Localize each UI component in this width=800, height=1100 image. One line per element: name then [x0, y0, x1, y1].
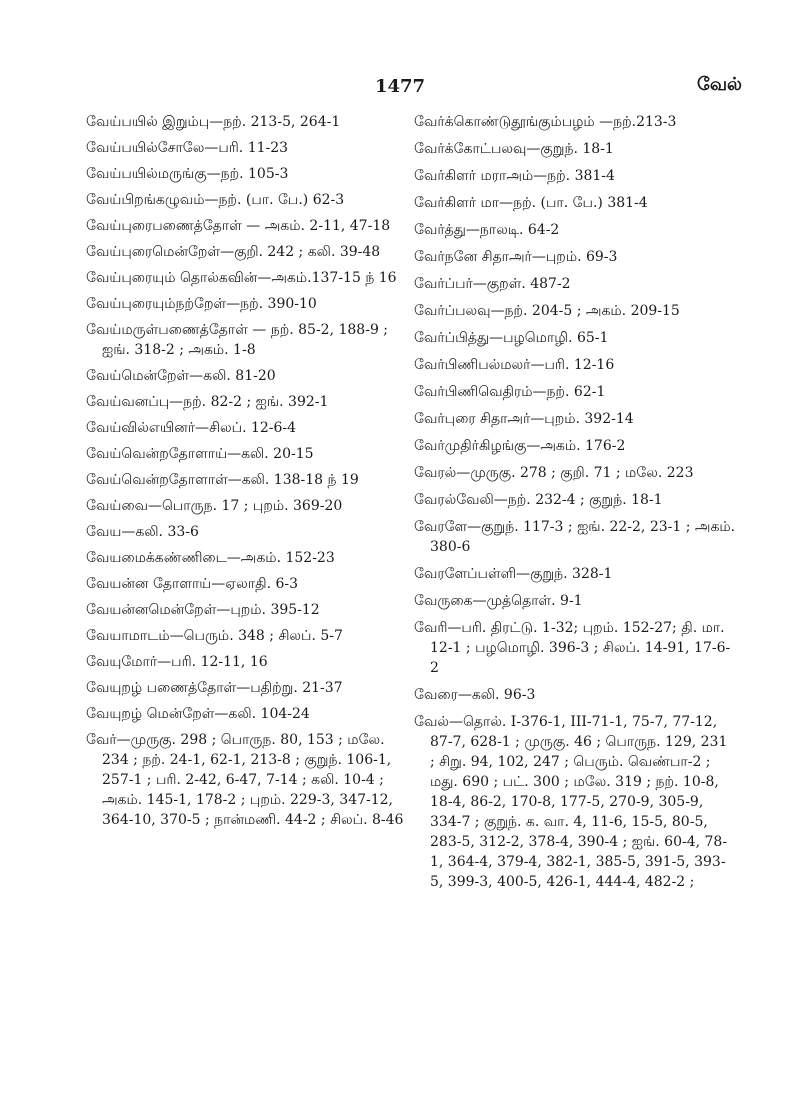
- index-entry: வேய்பயில்மருங்கு—நற். 105-3: [86, 166, 289, 182]
- index-entry: வேய்பயில் இறும்பு—நற். 213-5, 264-1: [86, 114, 341, 130]
- index-entry: வேரளேப்பள்ளி—குறுந். 328-1: [414, 566, 613, 582]
- index-entry: வேர்ப்பித்து—பழமொழி. 65-1: [414, 330, 609, 346]
- page-number: 1477: [374, 76, 426, 97]
- index-entry: வேய்புரையும்நற்றேள்—நற். 390-10: [86, 296, 317, 312]
- index-entry: வேய்வென்றதோளாய்—கலி. 20-15: [86, 446, 314, 462]
- index-entry: வேயமைக்கண்ணிடை—அகம். 152-23: [86, 550, 335, 566]
- index-entry: வேரி—பரி. திரட்டு. 1-32; புறம். 152-27; தி. மா. 12-1 ; பழமொழி. 396-3 ; சிலப். 14-91, 17-6-2: [414, 620, 731, 676]
- index-entry: வேயுறழ் மென்றேள்—கலி. 104-24: [86, 706, 310, 722]
- index-entry: வேர்க்கோட்பலவு—குறுந். 18-1: [414, 141, 614, 157]
- index-entry: வேரளே—குறுந். 117-3 ; ஐங். 22-2, 23-1 ; அகம். 380-6: [414, 519, 736, 555]
- index-entry: வேர்பிணிபல்மலர்—பரி. 12-16: [414, 357, 615, 373]
- index-entry: வேயாமாடம்—பெரும். 348 ; சிலப். 5-7: [86, 628, 343, 644]
- index-entry: வேய்வில்எயினர்—சிலப். 12-6-4: [86, 420, 297, 436]
- index-entry: வேர்கிளர் மராஅம்—நற். 381-4: [414, 168, 615, 184]
- index-entry: வேய்பயில்சோலே—பரி. 11-23: [86, 140, 289, 156]
- index-entry: வேர்நனே சிதாஅர்—புறம். 69-3: [414, 249, 618, 265]
- index-entry: வேர்புரை சிதாஅர்—புறம். 392-14: [414, 411, 634, 427]
- index-entry: வேய்பிறங்கழுவம்—நற். (பா. பே.) 62-3: [86, 192, 345, 208]
- index-entry: வேய்வை—பொருந. 17 ; புறம். 369-20: [86, 498, 343, 514]
- index-entry: வேரல்—முருகு. 278 ; குறி. 71 ; மலே. 223: [414, 465, 694, 481]
- index-entry: வேர்த்து—நாலடி. 64-2: [414, 222, 560, 238]
- index-entry: வேர்பிணிவெதிரம்—நற். 62-1: [414, 384, 606, 400]
- index-entry: வேயுறழ் பணைத்தோள்—பதிற்று. 21-37: [86, 680, 343, 696]
- index-entry: வேயன்ன தோளாய்—ஏலாதி. 6-3: [86, 576, 299, 592]
- index-entry: வேய்மென்றேள்—கலி. 81-20: [86, 368, 276, 384]
- index-entry: வேரல்வேலி—நற். 232-4 ; குறுந். 18-1: [414, 492, 663, 508]
- index-entry: வேர்க்கொண்டுதூங்கும்பழம் —நற்.213-3: [414, 114, 677, 130]
- index-entry: வேல்—தொல். I-376-1, III-71-1, 75-7, 77-12, 87-7, 628-1 ; முருகு. 46 ; பொருந. 129, 231 ; சிறு. 94, 102, 247 ; பெரும். வெண்பா-2 ; மது. 690 ; பட். 300 ; மலே. 319 ; நற். 10-8, 18-4, 86-2, 170-8, 177-5, 270-9, 305-9, 334-7 ; குறுந். க. வா. 4, 11-6, 15-5, 80-5, 283-5, 312-2, 378-4, 390-4 ; ஐங். 60-4, 78-1, 364-4, 379-4, 382-1, 385-5, 391-5, 393-5, 399-3, 400-5, 426-1, 444-4, 482-2 ;: [414, 714, 728, 890]
- index-entry: வேய்வனப்பு—நற். 82-2 ; ஐங். 392-1: [86, 394, 329, 410]
- right-column: [414, 112, 736, 899]
- index-entry: வேய்புரைபணைத்தோள் — அகம். 2-11, 47-18: [86, 218, 391, 234]
- index-entry: வேர்—முருகு. 298 ; பொருந. 80, 153 ; மலே. 234 ; நற். 24-1, 62-1, 213-8 ; குறுந். 106-1, 257-1 ; பரி. 2-42, 6-47, 7-14 ; கலி. 10-4 ; அகம். 145-1, 178-2 ; புறம். 229-3, 347-12, 364-10, 370-5 ; நான்மணி. 44-2 ; சிலப். 8-46: [86, 732, 404, 828]
- index-entry: வேர்ப்பர்—குறள். 487-2: [414, 276, 571, 292]
- index-entry: வேய—கலி. 33-6: [86, 524, 199, 540]
- index-entry: வேய்புரைமென்றேள்—குறி. 242 ; கலி. 39-48: [86, 244, 381, 260]
- index-entry: வேய்வென்றதோளாள்—கலி. 138-18 ந் 19: [86, 472, 359, 488]
- running-head: வேல்: [697, 74, 742, 95]
- index-entry: வேர்முதிர்கிழங்கு—அகம். 176-2: [414, 438, 626, 454]
- index-entry: வேய்மருள்பணைத்தோள் — நற். 85-2, 188-9 ; ஐங். 318-2 ; அகம். 1-8: [86, 322, 389, 358]
- index-entry: வேருகை—முத்தொள். 9-1: [414, 593, 583, 609]
- index-entry: வேரை—கலி. 96-3: [414, 687, 536, 703]
- index-entry: வேய்புரையும் தொல்கவின்—அகம்.137-15 ந் 16: [86, 270, 397, 286]
- index-entry: வேர்ப்பலவு—நற். 204-5 ; அகம். 209-15: [414, 303, 680, 319]
- index-entry: வேயன்னமென்றேள்—புறம். 395-12: [86, 602, 320, 618]
- index-entry: வேர்கிளர் மா—நற். (பா. பே.) 381-4: [414, 195, 648, 211]
- index-entry: வேயுமோர்—பரி. 12-11, 16: [86, 654, 268, 670]
- left-column: [86, 112, 404, 836]
